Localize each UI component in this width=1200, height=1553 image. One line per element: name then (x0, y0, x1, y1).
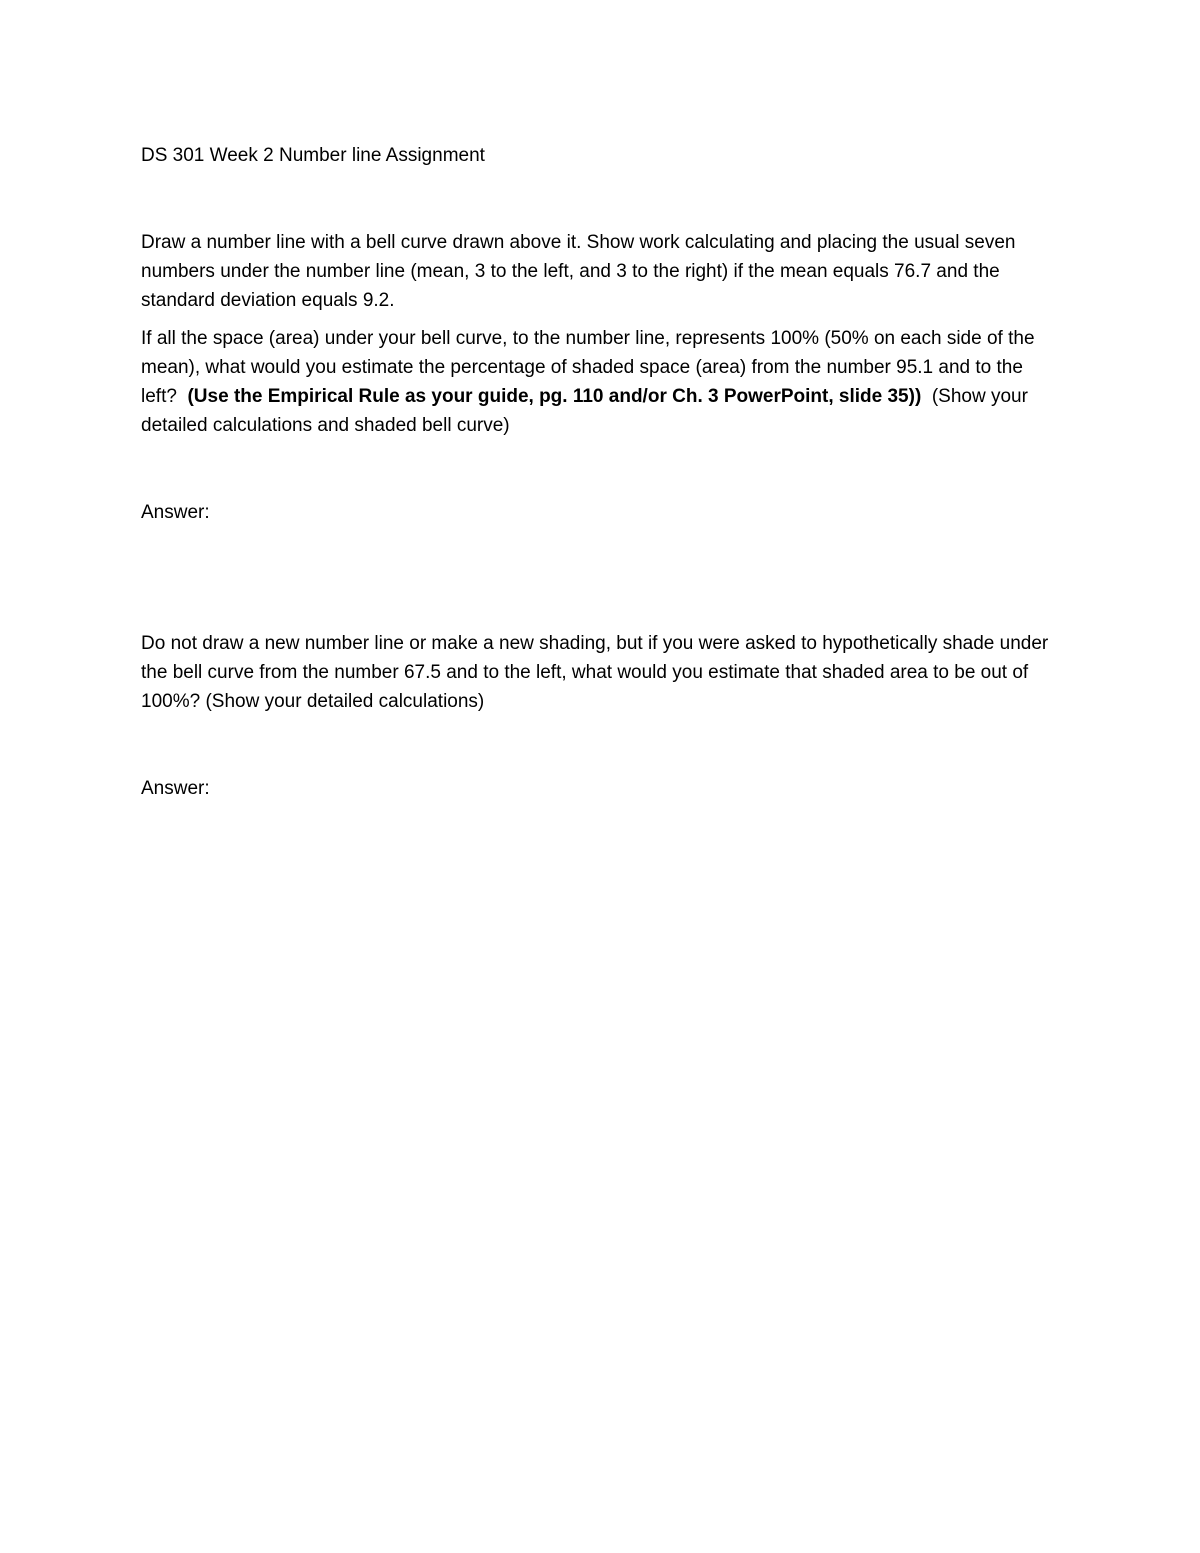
document-body (141, 141, 1066, 803)
question-2-part-a: If all the space (area) under your bell curve, to the number line, represents 100% (50% on each side of the mean), what would you estimate the percentage of shaded space (area) from the number 95.1 and to the left? (141, 328, 1035, 407)
answer-label-1: Answer: (141, 502, 210, 523)
question-2-part-b: (Show your detailed calculations and shaded bell curve) (141, 386, 1028, 436)
answer-label-2: Answer: (141, 778, 210, 799)
document-title: DS 301 Week 2 Number line Assignment (141, 145, 485, 166)
question-2-bold-guide: (Use the Empirical Rule as your guide, pg. 110 and/or Ch. 3 PowerPoint, slide 35)) (187, 386, 922, 407)
question-3-text: Do not draw a new number line or make a new shading, but if you were asked to hypothetically shade under the bell curve from the number 67.5 and to the left, what would you estimate that shaded area to be out of 100%? (Show your detailed calculations) (141, 633, 1049, 712)
question-1-text: Draw a number line with a bell curve drawn above it. Show work calculating and placing the usual seven numbers under the number line (mean, 3 to the left, and 3 to the right) if the mean equals 76.7 and the standard deviation equals 9.2. (141, 232, 1016, 311)
question-2-text (141, 324, 1066, 440)
